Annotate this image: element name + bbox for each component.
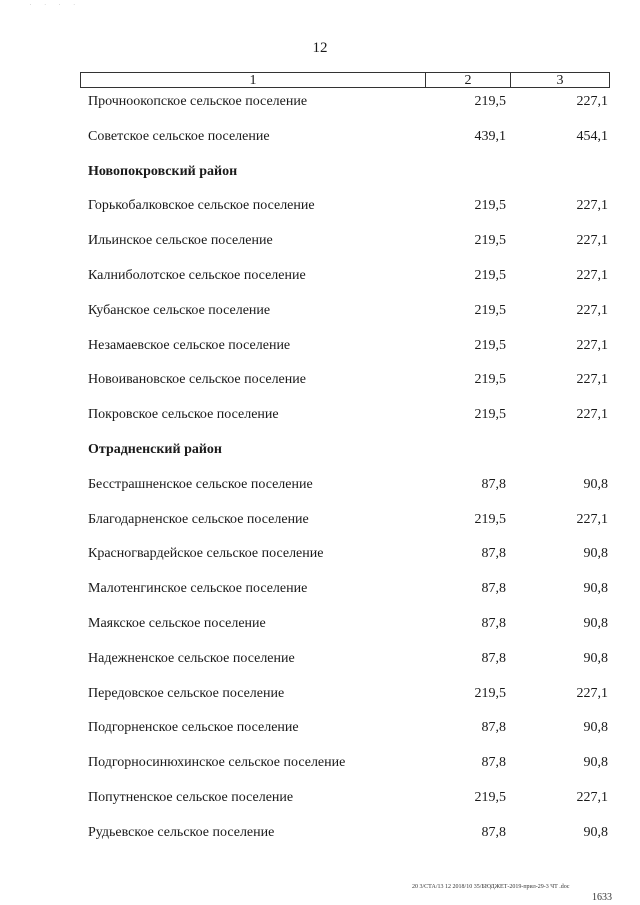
document-footer: 20 3/СТА/13 12 2018/10 35/БЮДЖЕТ-2019-прил-29-3 ЧТ .doc (412, 884, 570, 890)
settlement-name: Покровское сельское поселение (88, 407, 279, 423)
column-header-3: 3 (556, 73, 564, 88)
value-col-2: 219,5 (474, 372, 506, 388)
value-col-3: 454,1 (576, 128, 608, 144)
settlement-name: Попутненское сельское поселение (88, 790, 294, 805)
value-col-2: 219,5 (474, 790, 506, 805)
value-col-2: 219,5 (474, 302, 506, 318)
column-header-2: 2 (426, 73, 511, 87)
settlement-name: Незамаевское сельское поселение (88, 337, 291, 353)
value-col-2: 219,5 (474, 268, 506, 283)
value-col-2: 87,8 (481, 476, 506, 492)
value-col-2: 87,8 (481, 755, 506, 771)
value-col-2: 219,5 (474, 685, 506, 701)
value-col-3: 227,1 (576, 198, 608, 214)
value-col-3: 227,1 (576, 94, 608, 109)
settlement-name: Ильинское сельское поселение (88, 233, 273, 249)
settlement-name: Передовское сельское поселение (88, 685, 285, 701)
district-name: Отрадненский район (88, 442, 222, 457)
table-row (88, 720, 610, 740)
table-row (88, 94, 610, 114)
scan-marks: . . . . (30, 2, 81, 7)
value-col-2: 87,8 (481, 581, 506, 597)
value-col-3: 90,8 (583, 824, 608, 840)
value-col-3: 90,8 (583, 755, 608, 771)
settlement-name: Калниболотское сельское поселение (88, 268, 306, 283)
table-row (88, 616, 610, 636)
settlement-name: Подгорненское сельское поселение (88, 720, 299, 736)
table-row (88, 477, 610, 497)
column-header-1: 1 (81, 73, 426, 87)
value-col-3: 90,8 (583, 650, 608, 666)
value-col-2: 219,5 (474, 94, 506, 109)
table-row (88, 303, 610, 323)
settlement-name: Подгорносинюхинское сельское поселение (88, 755, 346, 771)
table-row (88, 407, 610, 427)
settlement-name: Кубанское сельское поселение (88, 302, 271, 318)
value-col-3: 227,1 (576, 407, 608, 423)
value-col-3: 227,1 (576, 372, 608, 388)
page-number: 12 (312, 40, 328, 56)
table-header (80, 72, 610, 88)
value-col-3: 227,1 (576, 233, 608, 249)
settlement-name: Рудьевское сельское поселение (88, 824, 275, 840)
table-row (88, 129, 610, 149)
table-row (88, 512, 610, 532)
table-row (88, 755, 610, 775)
district-name: Новопокровский район (88, 163, 238, 179)
district-heading-row (88, 164, 610, 184)
table-row (88, 198, 610, 218)
table-row (88, 546, 610, 566)
settlement-name: Горькобалковское сельское поселение (88, 198, 315, 214)
value-col-2: 87,8 (481, 720, 506, 736)
value-col-2: 219,5 (474, 511, 506, 527)
value-col-3: 90,8 (583, 476, 608, 492)
value-col-2: 219,5 (474, 233, 506, 249)
value-col-3: 227,1 (576, 685, 608, 701)
value-col-2: 219,5 (474, 198, 506, 214)
value-col-2: 87,8 (481, 650, 506, 666)
settlement-name: Прочноокопское сельское поселение (88, 94, 308, 109)
settlement-name: Красногвардейское сельское поселение (88, 546, 324, 562)
value-col-3: 227,1 (576, 302, 608, 318)
value-col-2: 219,5 (474, 407, 506, 423)
value-col-3: 227,1 (576, 790, 608, 805)
value-col-3: 90,8 (583, 720, 608, 736)
value-col-3: 90,8 (583, 616, 608, 631)
district-heading-row (88, 442, 610, 462)
value-col-2: 87,8 (481, 824, 506, 840)
settlement-name: Бесстрашненское сельское поселение (88, 476, 313, 492)
settlement-name: Советское сельское поселение (88, 128, 270, 144)
value-col-2: 219,5 (474, 337, 506, 353)
value-col-3: 90,8 (583, 546, 608, 562)
value-col-3: 227,1 (576, 268, 608, 283)
settlement-name: Малотенгинское сельское поселение (88, 581, 308, 597)
corner-page-mark: 1633 (592, 892, 612, 903)
table-row (88, 686, 610, 706)
value-col-2: 439,1 (474, 128, 506, 144)
settlement-name: Новоивановское сельское поселение (88, 372, 306, 388)
value-col-3: 227,1 (576, 511, 608, 527)
table-row (88, 372, 610, 392)
settlement-name: Маякское сельское поселение (88, 616, 266, 631)
table-row (88, 651, 610, 671)
settlement-name: Надежненское сельское поселение (88, 650, 295, 666)
value-col-2: 87,8 (481, 546, 506, 562)
table-row (88, 790, 610, 810)
settlement-name: Благодарненское сельское поселение (88, 511, 309, 527)
table-row (88, 581, 610, 601)
value-col-3: 227,1 (576, 337, 608, 353)
value-col-2: 87,8 (481, 616, 506, 631)
table-row (88, 233, 610, 253)
table-row (88, 268, 610, 288)
table-row (88, 825, 610, 845)
table-row (88, 338, 610, 358)
value-col-3: 90,8 (583, 581, 608, 597)
